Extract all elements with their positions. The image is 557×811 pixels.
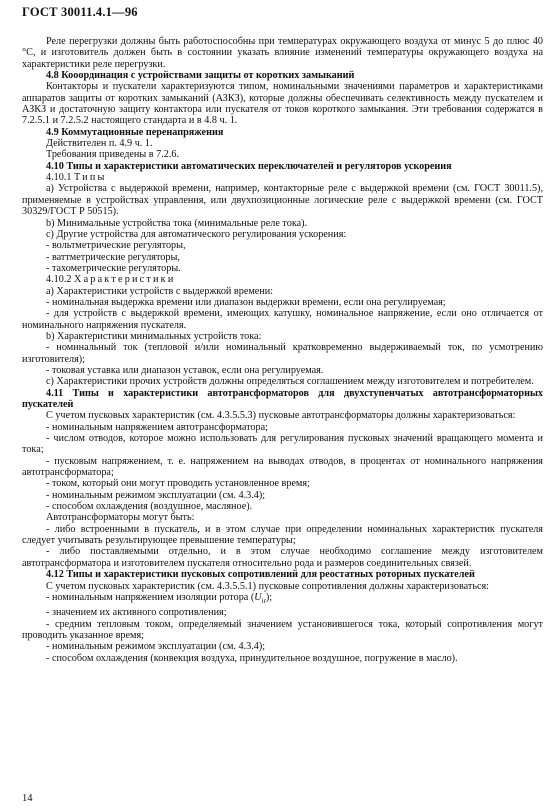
list-item: - номинальным напряжением автотрансформатора; <box>46 421 268 433</box>
subsection-heading-4-10-2 <box>22 274 543 285</box>
subsection-heading-4-10-1 <box>22 172 543 183</box>
paragraph: Контакторы и пускатели характеризуются типом, номинальными значениями параметров и характеристиками аппаратов защиты от коротких замыканий (АЗКЗ), которые должны обеспечивать селективность между пускателем и АЗКЗ и достаточную защиту контактора или пускателя от токов короткого замыкания. Эти требования содержатся в 7.2.5.1 и 7.2.5.2 настоящего стандарта и в 4.8 ч. 1. <box>22 81 543 127</box>
list-item: - токовая уставка или диапазон уставок, если она регулируемая. <box>46 364 324 376</box>
section-heading-4-8: 4.8 Кооординация с устройствами защиты от коротких замыканий <box>46 70 355 82</box>
paragraph: b) Характеристики минимальных устройств тока: <box>46 330 262 342</box>
paragraph: c) Другие устройства для автоматического регулирования ускорения: <box>46 228 347 240</box>
paragraph: c) Характеристики прочих устройств должны определяться соглашением между изготовителем и потребителем. <box>46 376 534 388</box>
list-item: - способом охлаждения (конвекция воздуха, принудительное воздушное, погружение в масло). <box>46 652 458 664</box>
list-item-text: - номинальным напряжением изоляции ротора ( <box>46 591 255 603</box>
list-item: - для устройств с выдержкой времени, имеющих катушку, номинальное напряжение, если оно отличается от номинального напряжения пускателя. <box>22 308 543 331</box>
paragraph: Реле перегрузки должны быть работоспособны при температурах окружающего воздуха от минус 5 до плюс 40 °С, и изготовитель должен быть в состоянии указать влияние изменений температуры окружающего воздуха на характеристики реле перегрузки. <box>22 36 543 70</box>
paragraph: a) Характеристики устройств с выдержкой времени: <box>46 285 274 297</box>
paragraph: a) Устройства с выдержкой времени, например, контакторные реле с выдержкой времени (см. ГОСТ 30011.5), применяемые в устройствах управления, или двухпозиционные логические реле с выдержкой времени (см. ГОСТ 30329/ГОСТ Р 50515). <box>22 183 543 218</box>
list-item <box>22 592 543 607</box>
subsection-title: Характеристики <box>74 274 176 286</box>
list-item-text-end: ); <box>265 591 273 603</box>
list-item: - номинальным режимом эксплуатации (см. 4.3.4); <box>46 489 266 501</box>
list-item: - либо встроенными в пускатель, и в этом случае при определении номинальных характеристик пускателя следует учитывать результирующее превышение температуры; <box>22 523 543 547</box>
symbol-u: U <box>254 591 262 603</box>
section-heading-4-12: 4.12 Типы и характеристики пусковых сопротивлений для реостатных роторных пускателей <box>46 569 475 581</box>
section-heading-4-11: 4.11 Типы и характеристики автотрансформаторов для двухступенчатых автотрансформаторных пускателей <box>22 387 543 410</box>
subsection-number: 4.10.2 <box>46 274 72 286</box>
section-heading-4-9: 4.9 Коммутационные перенапряжения <box>46 126 224 138</box>
paragraph: b) Минимальные устройства тока (минимальные реле тока). <box>46 217 308 229</box>
subsection-number: 4.10.1 <box>46 172 72 184</box>
list-item: - ваттметрические регуляторы, <box>46 251 180 263</box>
list-item: - номинальная выдержка времени или диапазон выдержки времени, если она регулируемая; <box>46 296 446 308</box>
paragraph: Требования приведены в 7.2.6. <box>46 149 180 161</box>
page-header-title: ГОСТ 30011.4.1—96 <box>22 5 138 19</box>
paragraph: С учетом пусковых характеристик (см. 4.3.5.5.3) пусковые автотрансформаторы должны характеризоваться: <box>46 410 516 422</box>
list-item: - значением их активного сопротивления; <box>46 607 227 619</box>
document-body <box>22 36 543 664</box>
list-item: - способом охлаждения (воздушное, масляное). <box>46 501 253 513</box>
subsection-title: Типы <box>74 172 107 184</box>
page-number: 14 <box>22 793 33 804</box>
list-item: - пусковым напряжением, т. е. напряжением на выводах отводов, в процентах от номинального напряжения автотрансформатора; <box>22 455 543 479</box>
section-heading-4-10: 4.10 Типы и характеристики автоматических переключателей и регуляторов ускорения <box>46 160 452 172</box>
list-item: - средним тепловым током, определяемый значением установившегося тока, который сопротивления могут проводить указанное время; <box>22 618 543 641</box>
list-item: - током, который они могут проводить установленное время; <box>46 478 310 490</box>
list-item: - числом отводов, которое можно использовать для регулирования пусковых значений вращающего момента и тока; <box>22 433 543 456</box>
paragraph: С учетом пусковых характеристик (см. 4.3.5.5.1) пусковые сопротивления должны характеризоваться: <box>46 580 490 592</box>
symbol-subscript: ir <box>261 596 266 605</box>
list-item: - либо поставляемыми отдельно, и в этом случае необходимо соглашение между изготовителем автотрансформатора и изготовителем пускателя относительно рода и размеров соединительных связей. <box>22 546 543 569</box>
paragraph: Действителен п. 4.9 ч. 1. <box>46 138 153 150</box>
list-item: - номинальный ток (тепловой и/или номинальный кратковременно выдерживаемый ток, по усмотрению изготовителя); <box>22 342 543 365</box>
list-item: - тахометрические регуляторы. <box>46 262 181 274</box>
list-item: - вольтметрические регуляторы, <box>46 240 186 252</box>
list-item: - номинальным режимом эксплуатации (см. 4.3.4); <box>46 641 266 653</box>
paragraph: Автотрансформаторы могут быть: <box>46 512 195 524</box>
